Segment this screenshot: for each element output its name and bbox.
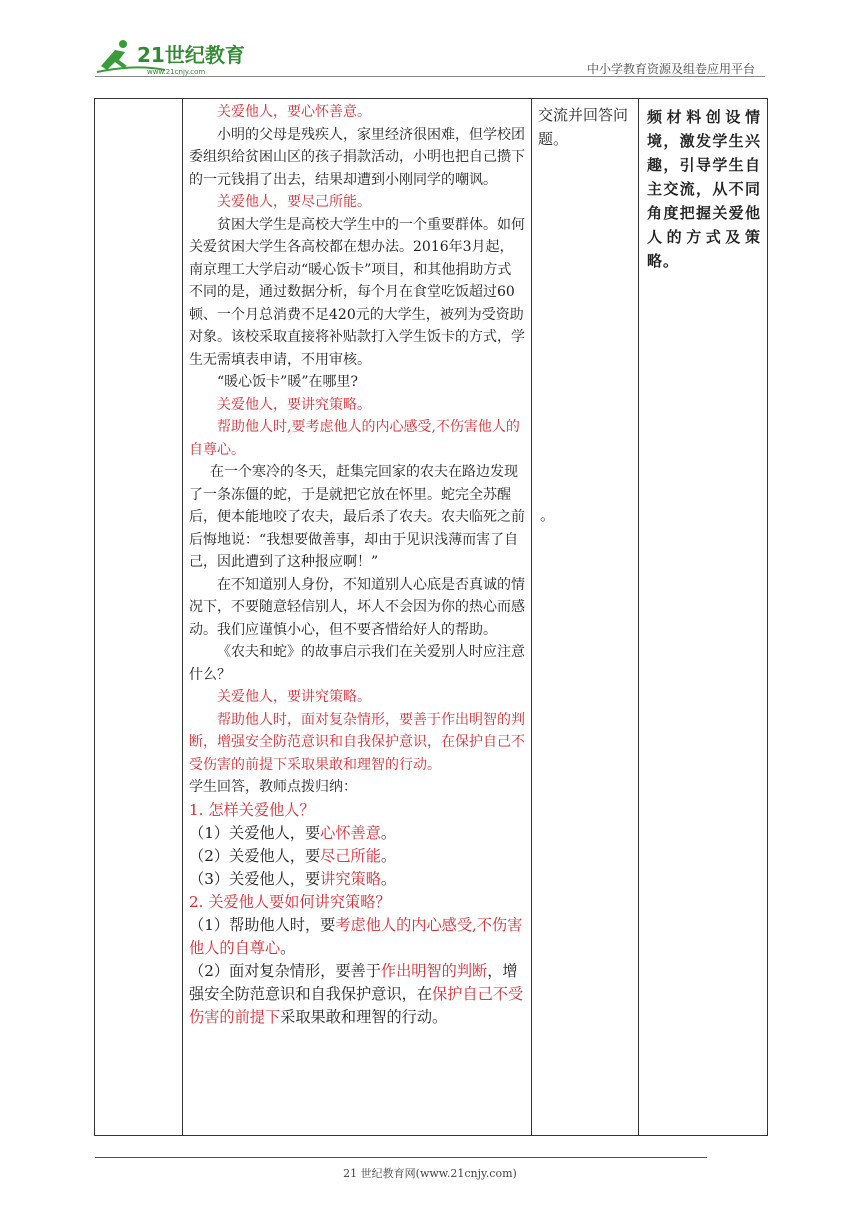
question-meal-card: “暖心饭卡”暖”在哪里? [217,374,358,390]
summary-q2-a: （1）帮助他人时，要考虑他人的内心感受,不伤害他人的自尊心。 [189,915,523,957]
summary-q1-a: （1）关爱他人，要心怀善意。 [189,823,397,842]
column-student-activity [532,99,639,1136]
column-design-intent [639,99,768,1136]
point-strategy-2: 关爱他人，要讲究策略。 [217,689,371,705]
design-intent-text: 频材料创设情境，激发学生兴趣，引导学生自主交流，从不同角度把握关爱他人的方式及策略。 [647,108,761,270]
stray-mark: 。 [540,506,556,524]
column-activity [183,99,532,1136]
svg-text:21世纪教育: 21世纪教育 [137,43,245,67]
story-meal-card: 贫困大学生是高校大学生中的一个重要群体。如何关爱贫困大学生各高校都在想办法。2016年3月起，南京理工大学启动“暖心饭卡”项目，和其他捐助方式不同的是，通过数据分析，每个月在食堂吃饭超过60顿、一个月总消费不足420元的大学生，被列为受资助对象。该校采取直接将补贴款打入学生饭卡的方式，学生无需填表申请，不用审核。 [189,216,525,368]
svg-text:www.21cnjy.com: www.21cnjy.com [147,68,206,76]
summary-q2: 2. 关爱他人要如何讲究策略？ [189,892,391,911]
summary-q1-c: （3）关爱他人，要讲究策略。 [189,869,397,888]
lesson-table [94,98,768,1136]
lesson-caution: 在不知道别人身份，不知道别人心底是否真诚的情况下，不要随意轻信别人，坏人不会因为你的热心而感动。我们应谨慎小心，但不要吝惜给好人的帮助。 [189,576,525,638]
question-farmer-snake: 《农夫和蛇》的故事启示我们在关爱别人时应注意什么？ [189,644,525,683]
header-divider [95,76,765,77]
summary-q1: 1. 怎样关爱他人？ [189,800,315,819]
point-respect: 帮助他人时,要考虑他人的内心感受,不伤害他人的自尊心。 [189,419,520,458]
summary-q2-b: （2）面对复杂情形，要善于作出明智的判断，增强安全防范意识和自我保护意识，在保护自己不受伤害的前提下采取果敢和理智的行动。 [189,961,524,1026]
summary-q1-b: （2）关爱他人，要尽己所能。 [189,846,397,865]
footer-divider [95,1157,707,1158]
student-activity-text: 交流并回答问题。 [538,106,629,148]
story-farmer-snake: 在一个寒冷的冬天，赶集完回家的农夫在路边发现了一条冻僵的蛇，于是就把它放在怀里。蛇完全苏醒后，便本能地咬了农夫，最后杀了农夫。农夫临死之前后悔地说：“我想要做善事，却由于见识浅薄而害了自己，因此遭到了这种报应啊！” [189,464,525,570]
point-kindness: 关爱他人，要心怀善意。 [217,104,371,120]
summary-intro: 学生回答，教师点拨归纳： [189,779,357,795]
platform-label: 中小学教育资源及组卷应用平台 [586,62,755,76]
point-strategy-1: 关爱他人，要讲究策略。 [217,396,371,413]
page-header [95,30,765,78]
site-logo [95,36,295,76]
point-best-effort: 关爱他人，要尽己所能。 [217,194,371,210]
footer-text: 21 世纪教育网(www.21cnjy.com) [343,1167,517,1180]
column-blank [95,99,183,1136]
story-xiaoming: 小明的父母是残疾人，家里经济很困难，但学校团委组织给贫困山区的孩子捐款活动，小明也把自己攒下的一元钱捐了出去，结果却遭到小刚同学的嘲讽。 [189,126,525,188]
point-judgment: 帮助他人时，面对复杂情形，要善于作出明智的判断，增强安全防范意识和自我保护意识，在保护自己不受伤害的前提下采取果敢和理智的行动。 [189,711,525,773]
